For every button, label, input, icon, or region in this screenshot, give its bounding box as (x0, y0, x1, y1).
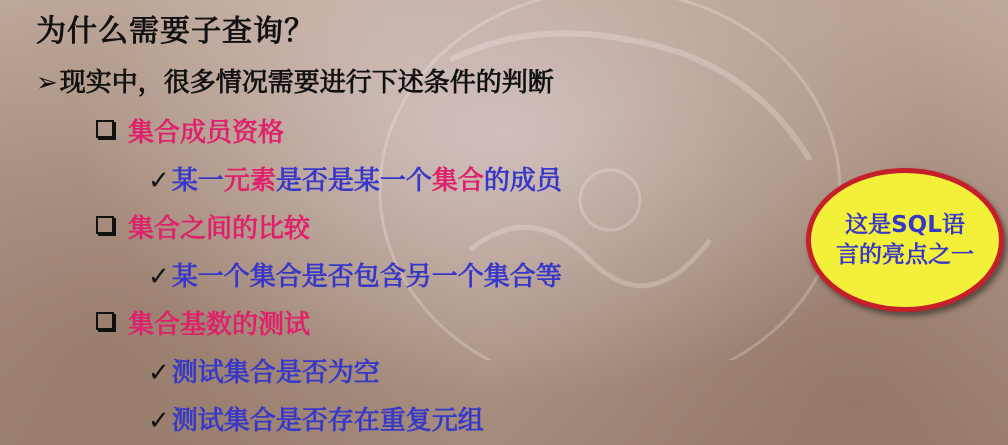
item-label: 集合之间的比较 (128, 214, 311, 244)
item-set-comparison (96, 208, 310, 245)
sub-item-membership (148, 160, 562, 197)
sub-item-empty-test (148, 352, 380, 389)
sub-item-duplicate-test (148, 400, 484, 437)
item-set-cardinality (96, 304, 310, 341)
sub-text: 某一个集合是否包含另一个集合等 (171, 262, 562, 292)
callout-text: 这是SQL语言的亮点之一 (836, 212, 974, 268)
callout-bubble (806, 168, 1004, 312)
square-bullet-icon (96, 216, 114, 234)
item-label: 集合成员资格 (128, 118, 285, 148)
arrow-bullet-icon: ➢ (36, 68, 58, 98)
check-icon: ✓ (148, 406, 170, 436)
check-icon: ✓ (148, 358, 170, 388)
sub-text-part: 某一 (171, 166, 224, 196)
intro-text: 现实中，很多情况需要进行下述条件的判断 (59, 68, 554, 98)
sub-text: 测试集合是否为空 (171, 358, 380, 388)
check-icon: ✓ (148, 262, 170, 292)
sub-text-part: 是否是某一个 (275, 166, 432, 196)
item-label: 集合基数的测试 (128, 310, 311, 340)
sub-text-part: 的成员 (483, 166, 562, 196)
check-icon: ✓ (148, 166, 170, 196)
square-bullet-icon (96, 312, 114, 330)
item-set-membership (96, 112, 284, 149)
sub-text-part-highlight: 元素 (223, 166, 276, 196)
sub-text: 测试集合是否存在重复元组 (171, 406, 484, 436)
square-bullet-icon (96, 120, 114, 138)
intro-line (36, 62, 554, 99)
sub-item-comparison (148, 256, 562, 293)
sub-text-part-highlight: 集合 (431, 166, 484, 196)
page-title: 为什么需要子查询？ (36, 14, 315, 49)
